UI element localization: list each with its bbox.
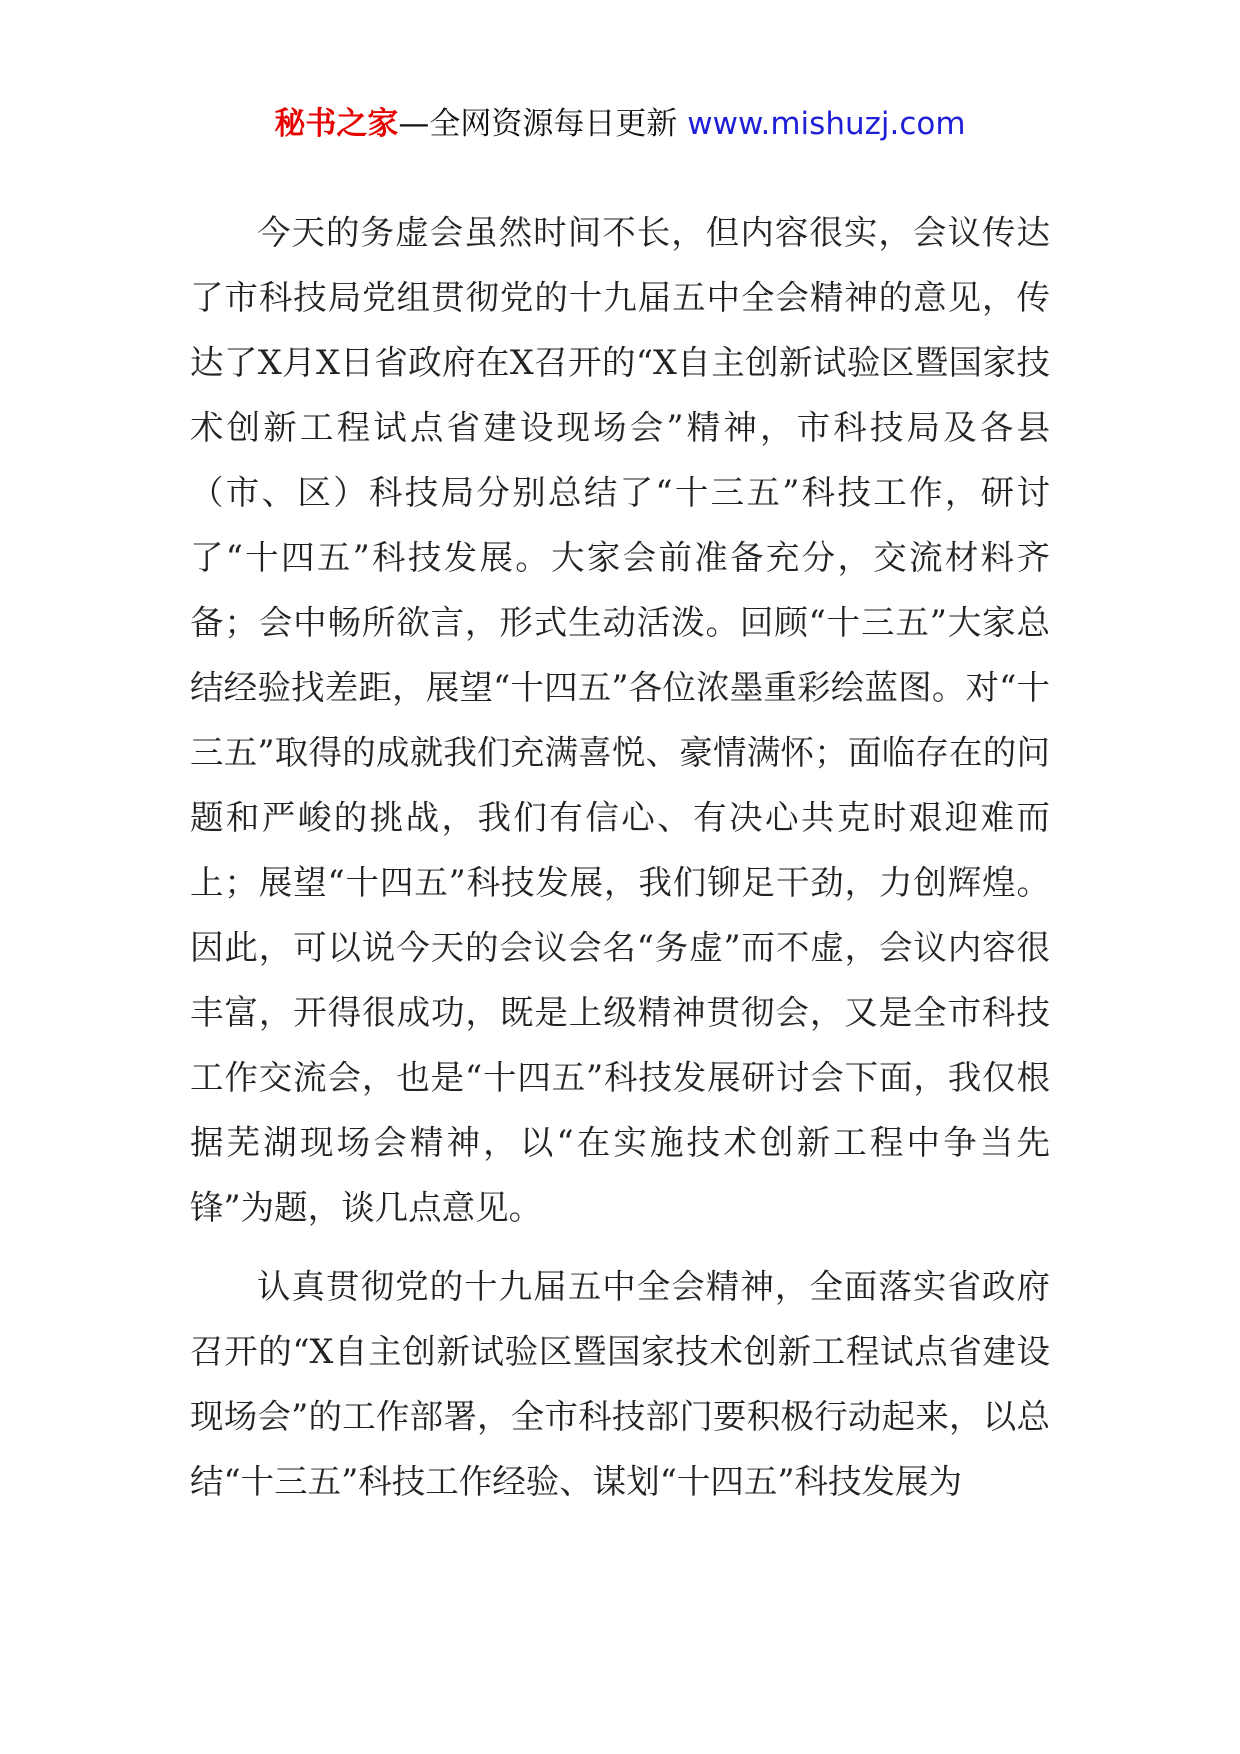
header-dash: — <box>398 106 430 142</box>
site-url-link[interactable]: www.mishuzj.com <box>687 106 966 142</box>
paragraph-2: 认真贯彻党的十九届五中全会精神，全面落实省政府召开的“X自主创新试验区暨国家技术创新工程试点省建设现场会”的工作部署，全市科技部门要积极行动起来，以总结“十三五”科技工作经验、谋划“十四五”科技发展为 <box>190 1267 1050 1501</box>
site-brand: 秘书之家 <box>274 106 399 142</box>
document-body <box>190 200 1050 1528</box>
page-header <box>0 100 1240 148</box>
paragraph-1: 今天的务虚会虽然时间不长，但内容很实，会议传达了市科技局党组贯彻党的十九届五中全会精神的意见，传达了X月X日省政府在X召开的“X自主创新试验区暨国家技术创新工程试点省建设现场会”精神，市科技局及各县（市、区）科技局分别总结了“十三五”科技工作，研讨了“十四五”科技发展。大家会前准备充分，交流材料齐备；会中畅所欲言，形式生动活泼。回顾“十三五”大家总结经验找差距，展望“十四五”各位浓墨重彩绘蓝图。对“十三五”取得的成就我们充满喜悦、豪情满怀；面临存在的问题和严峻的挑战，我们有信心、有决心共克时艰迎难而上；展望“十四五”科技发展，我们铆足干劲，力创辉煌。因此，可以说今天的会议会名“务虚”而不虚，会议内容很丰富，开得很成功，既是上级精神贯彻会，又是全市科技工作交流会，也是“十四五”科技发展研讨会下面，我仅根据芜湖现场会精神，以“在实施技术创新工程中争当先锋”为题，谈几点意见。 <box>190 213 1050 1227</box>
site-slogan: 全网资源每日更新 <box>429 106 678 142</box>
